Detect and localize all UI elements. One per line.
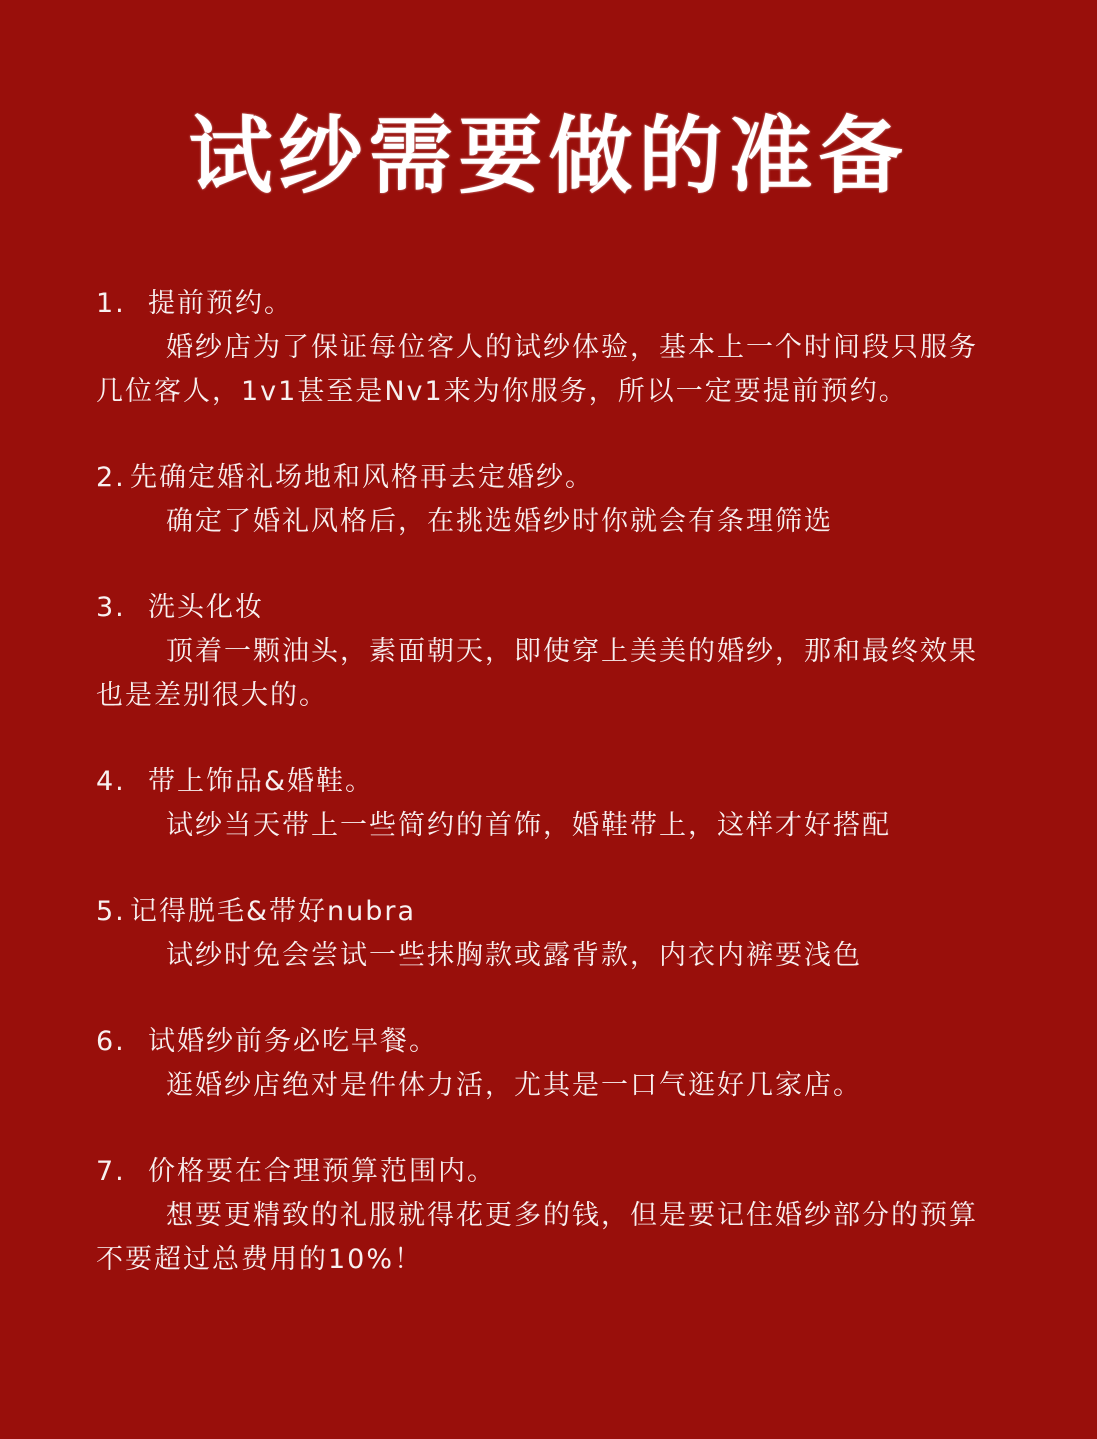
tip-body: 想要更精致的礼服就得花更多的钱，但是要记住婚纱部分的预算不要超过总费用的10%！: [96, 1200, 978, 1275]
tip-heading-text: 记得脱毛&带好nubra: [130, 896, 417, 927]
tip-item-3: [96, 586, 996, 718]
tip-heading: [96, 282, 996, 326]
tip-body: 逛婚纱店绝对是件体力活，尤其是一口气逛好几家店。: [166, 1070, 862, 1101]
tip-heading-text: 洗头化妆: [148, 592, 264, 623]
tips-list: [96, 282, 996, 1324]
tip-heading: [96, 456, 996, 500]
tip-body: 婚纱店为了保证每位客人的试纱体验，基本上一个时间段只服务几位客人，1v1甚至是Nv1来为你服务，所以一定要提前预约。: [96, 332, 978, 407]
tip-heading: [96, 586, 996, 630]
tip-item-1: [96, 282, 996, 414]
tip-heading-text: 试婚纱前务必吃早餐。: [148, 1026, 438, 1057]
tip-heading-text: 先确定婚礼场地和风格再去定婚纱。: [130, 462, 594, 493]
tip-item-6: [96, 1020, 996, 1108]
tip-item-4: [96, 760, 996, 848]
tip-number: 6.: [96, 1026, 126, 1057]
tip-number: 4.: [96, 766, 126, 797]
tip-body: 顶着一颗油头，素面朝天，即使穿上美美的婚纱，那和最终效果也是差别很大的。: [96, 636, 978, 711]
tip-heading: [96, 760, 996, 804]
tip-item-5: [96, 890, 996, 978]
tip-body: 试纱时免会尝试一些抹胸款或露背款，内衣内裤要浅色: [166, 940, 862, 971]
tip-number: 7.: [96, 1156, 126, 1187]
tip-body: 确定了婚礼风格后，在挑选婚纱时你就会有条理筛选: [166, 506, 833, 537]
tip-heading-text: 带上饰品&婚鞋。: [148, 766, 375, 797]
tip-item-7: [96, 1150, 996, 1282]
tip-body: 试纱当天带上一些简约的首饰，婚鞋带上，这样才好搭配: [166, 810, 891, 841]
tip-number: 2.: [96, 462, 126, 493]
tip-heading: [96, 1150, 996, 1194]
page-title: 试纱需要做的准备: [188, 107, 909, 205]
tip-number: 1.: [96, 288, 126, 319]
tip-number: 3.: [96, 592, 126, 623]
tip-heading: [96, 890, 996, 934]
tip-heading-text: 价格要在合理预算范围内。: [148, 1156, 496, 1187]
tip-heading-text: 提前预约。: [148, 288, 293, 319]
tip-item-2: [96, 456, 996, 544]
tip-number: 5.: [96, 896, 126, 927]
tip-heading: [96, 1020, 996, 1064]
